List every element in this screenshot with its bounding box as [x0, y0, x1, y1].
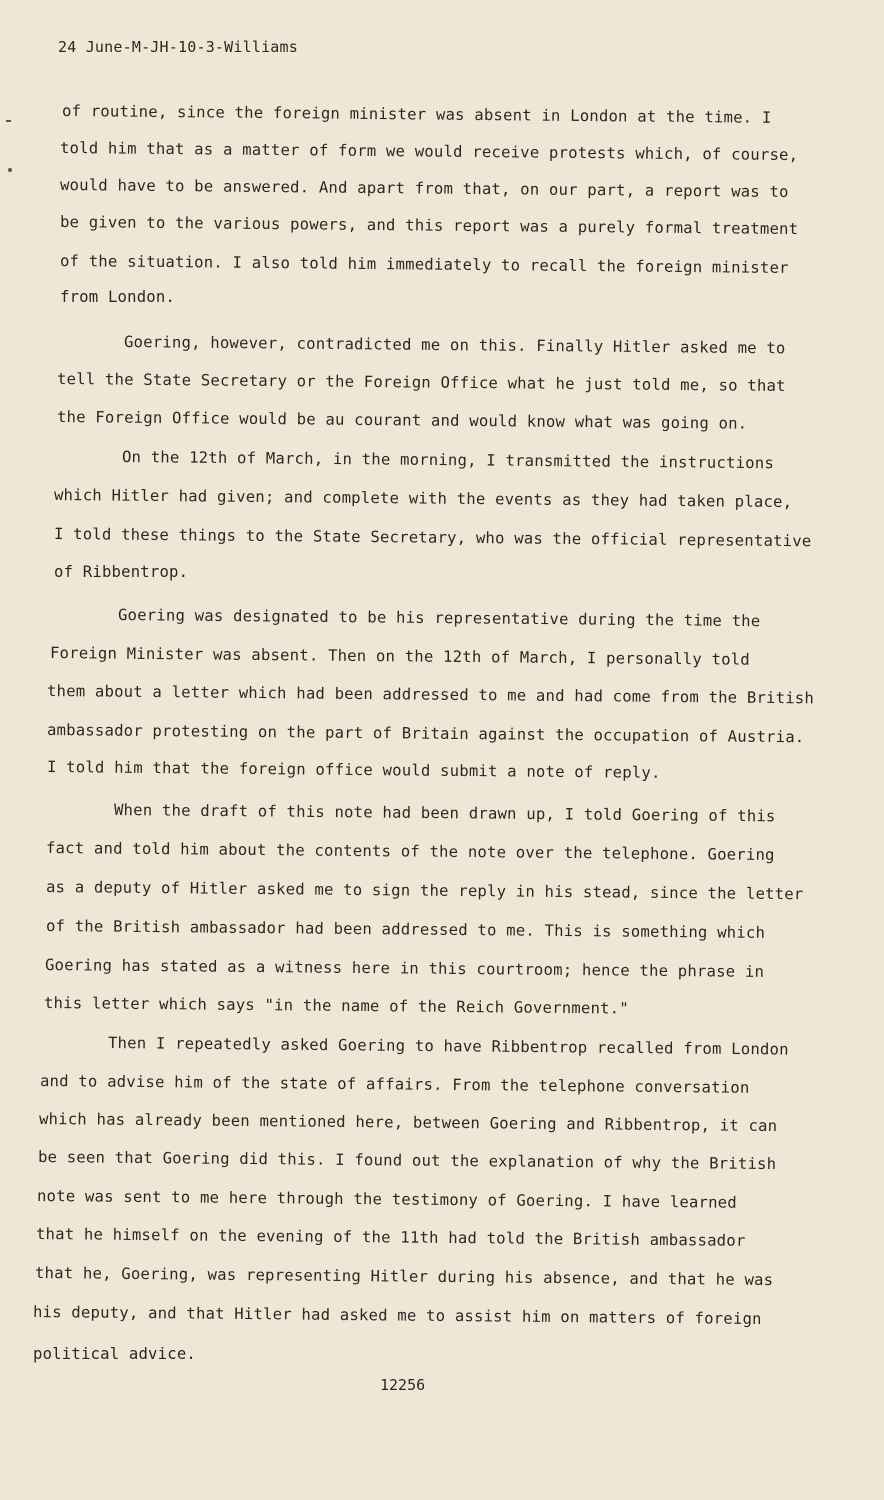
page-header: 24 June-M-JH-10-3-Williams — [58, 38, 298, 56]
text-line: which Hitler had given; and complete with the events as they had taken place, — [53, 486, 793, 512]
text-line: be seen that Goering did this. I found out the explanation of why the British — [37, 1148, 777, 1174]
text-line: told him that as a matter of form we would receive protests which, of course, — [59, 139, 799, 165]
text-line: Goering, however, contradicted me on this. Finally Hitler asked me to — [123, 333, 786, 358]
text-line: of routine, since the foreign minister was absent in London at the time. I — [61, 102, 772, 127]
text-line: that he, Goering, was representing Hitler during his absence, and that he was — [34, 1264, 774, 1290]
text-line: I told him that the foreign office would submit a note of reply. — [46, 758, 661, 782]
text-line: political advice. — [33, 1345, 196, 1363]
text-line: ambassador protesting on the part of Britain against the occupation of Austria. — [46, 721, 805, 747]
text-line: them about a letter which had been addressed to me and had come from the British — [46, 682, 815, 708]
text-line: that he himself on the evening of the 11th had told the British ambassador — [35, 1225, 746, 1250]
text-line: Goering has stated as a witness here in this courtroom; hence the phrase in — [44, 956, 765, 981]
text-line: Foreign Minister was absent. Then on the 12th of March, I personally told — [49, 644, 751, 669]
text-line: tell the State Secretary or the Foreign Office what he just told me, so that — [56, 370, 786, 395]
text-line: fact and told him about the contents of the note over the telephone. Goering — [45, 839, 775, 864]
text-line: of the situation. I also told him immediately to recall the foreign minister — [59, 252, 789, 277]
text-line: When the draft of this note had been drawn up, I told Goering of this — [113, 801, 776, 826]
text-line: his deputy, and that Hitler had asked me to assist him on matters of foreign — [32, 1303, 762, 1328]
text-line: Then I repeatedly asked Goering to have Ribbentrop recalled from London — [107, 1034, 789, 1059]
text-line: would have to be answered. And apart from that, on our part, a report was to — [59, 176, 789, 201]
margin-mark — [8, 168, 12, 172]
text-line: of Ribbentrop. — [54, 563, 189, 581]
text-line: which has already been mentioned here, between Goering and Ribbentrop, it can — [38, 1110, 778, 1136]
text-line: from London. — [60, 288, 176, 306]
text-line: and to advise him of the state of affairs. From the telephone conversation — [39, 1072, 750, 1097]
text-line: Goering was designated to be his representative during the time the — [117, 606, 761, 631]
text-line: as a deputy of Hitler asked me to sign the reply in his stead, since the letter — [45, 878, 804, 904]
text-line: On the 12th of March, in the morning, I transmitted the instructions — [121, 448, 775, 473]
text-line: be given to the various powers, and this report was a purely formal treatment — [59, 213, 799, 239]
text-line: the Foreign Office would be au courant and would know what was going on. — [56, 408, 748, 433]
text-line: I told these things to the State Secretary, who was the official representative — [53, 525, 812, 551]
text-line: of the British ambassador had been addressed to me. This is something which — [45, 917, 766, 942]
text-line: note was sent to me here through the testimony of Goering. I have learned — [36, 1187, 738, 1212]
margin-mark — [6, 120, 11, 122]
page-number: 12256 — [380, 1376, 426, 1394]
text-line: this letter which says "in the name of the Reich Government." — [43, 994, 629, 1018]
